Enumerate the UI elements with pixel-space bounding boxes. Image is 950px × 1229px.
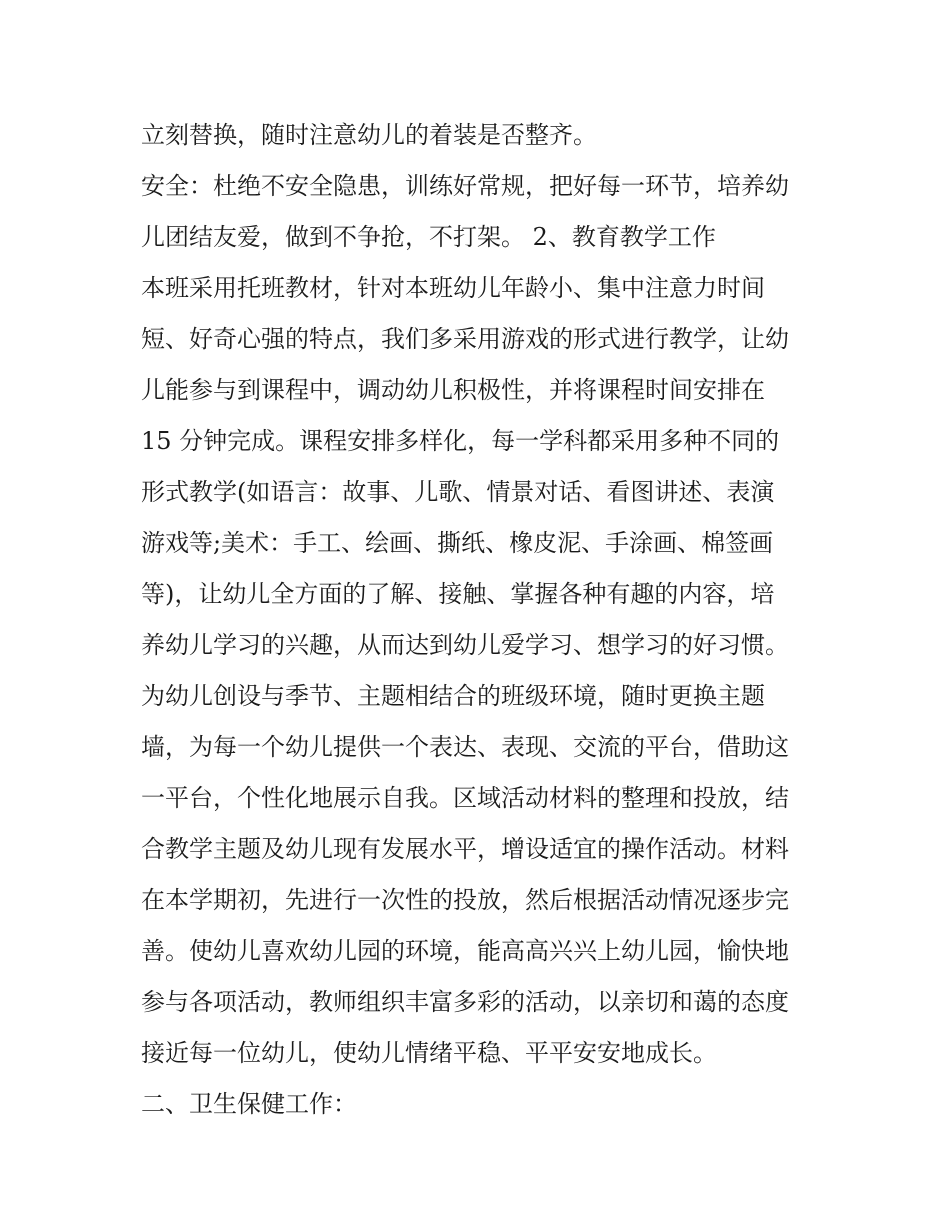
text-line: 接近每一位幼儿，使幼儿情绪平稳、平平安安地成长。 bbox=[141, 1039, 717, 1067]
text-line: 一平台，个性化地展示自我。区域活动材料的整理和投放，结 bbox=[141, 784, 789, 812]
text-line: 在本学期初，先进行一次性的投放，然后根据活动情况逐步完 bbox=[141, 886, 789, 914]
text-line: 为幼儿创设与季节、主题相结合的班级环境，随时更换主题 bbox=[141, 682, 765, 710]
text-line: 合教学主题及幼儿现有发展水平，增设适宜的操作活动。材料 bbox=[141, 835, 789, 863]
text-line: 参与各项活动，教师组织丰富多彩的活动，以亲切和蔼的态度 bbox=[141, 988, 789, 1016]
text-line: 养幼儿学习的兴趣，从而达到幼儿爱学习、想学习的好习惯。 bbox=[141, 631, 789, 659]
text-line: 等)，让幼儿全方面的了解、接触、掌握各种有趣的内容，培 bbox=[141, 580, 775, 608]
text-line: 立刻替换，随时注意幼儿的着装是否整齐。 bbox=[141, 121, 597, 149]
text-line: 游戏等;美术：手工、绘画、撕纸、橡皮泥、手涂画、棉签画 bbox=[141, 529, 774, 557]
text-line: 安全：杜绝不安全隐患，训练好常规，把好每一环节，培养幼 bbox=[141, 172, 789, 200]
text-line: 善。使幼儿喜欢幼儿园的环境，能高高兴兴上幼儿园，愉快地 bbox=[141, 937, 789, 965]
body-text bbox=[141, 110, 821, 1130]
text-line: 短、好奇心强的特点，我们多采用游戏的形式进行教学，让幼 bbox=[141, 325, 789, 353]
text-line: 儿团结友爱，做到不争抢，不打架。 2、教育教学工作 bbox=[141, 223, 716, 251]
text-line: 本班采用托班教材，针对本班幼儿年龄小、集中注意力时间 bbox=[141, 274, 765, 302]
text-line: 15 分钟完成。课程安排多样化，每一学科都采用多种不同的 bbox=[141, 427, 780, 455]
text-line: 墙，为每一个幼儿提供一个表达、表现、交流的平台，借助这 bbox=[141, 733, 789, 761]
text-line: 儿能参与到课程中，调动幼儿积极性，并将课程时间安排在 bbox=[141, 376, 765, 404]
text-line: 形式教学(如语言：故事、儿歌、情景对话、看图讲述、表演 bbox=[141, 478, 775, 506]
section-heading: 二、卫生保健工作： bbox=[141, 1090, 357, 1118]
